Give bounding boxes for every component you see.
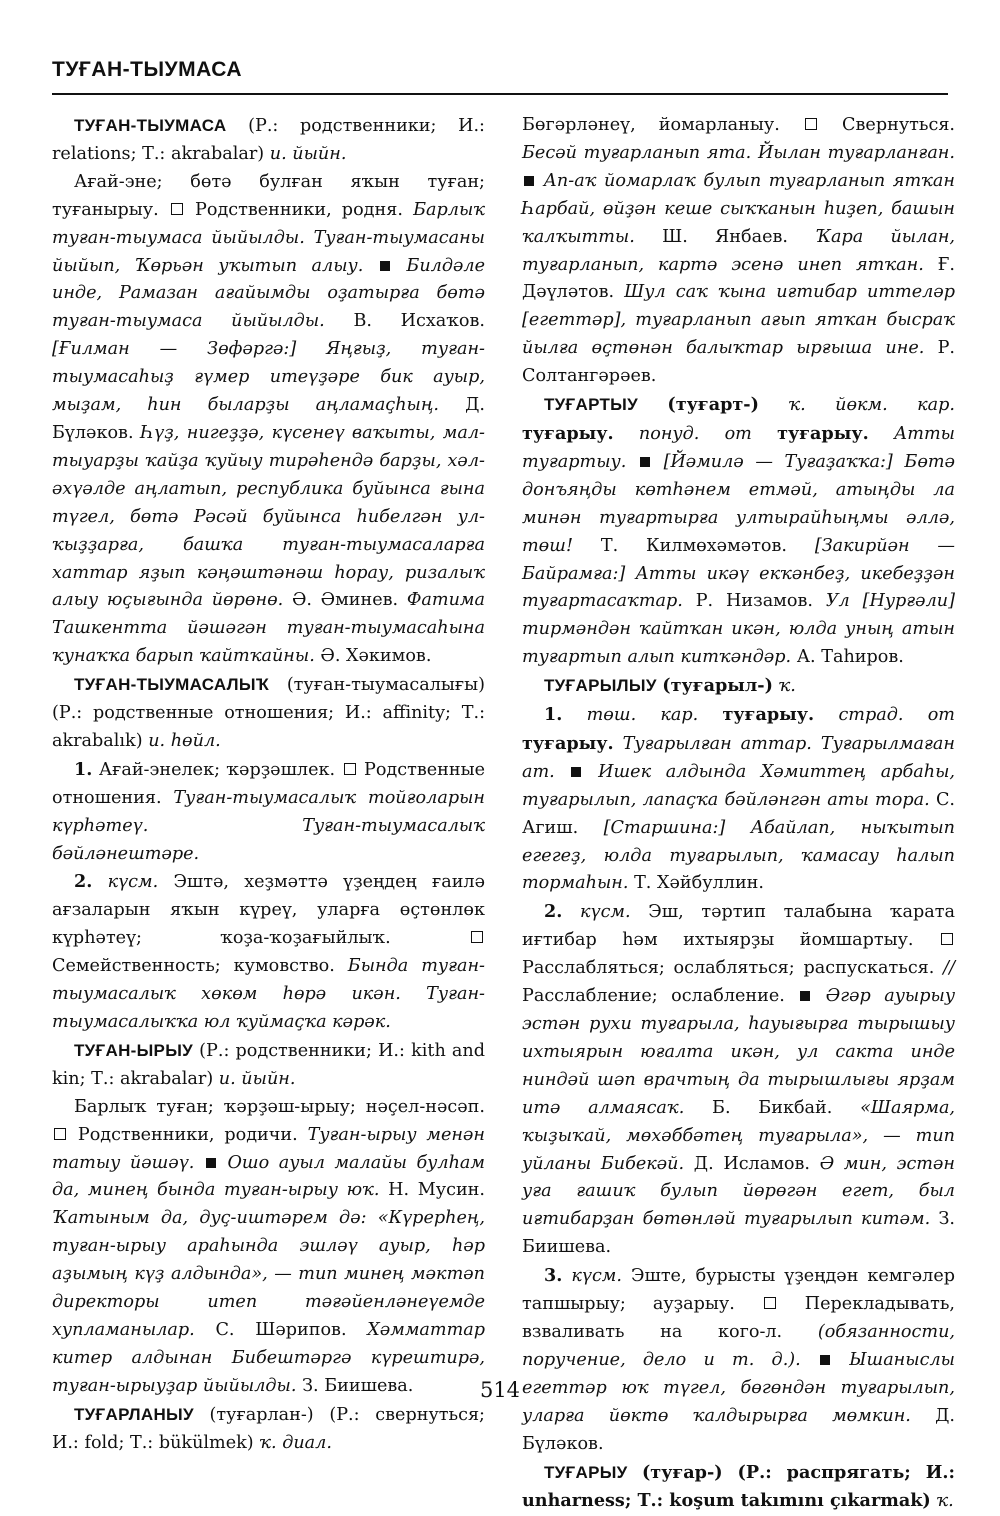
citation-source: В. Исхаҡов. [353,311,485,331]
example: [Йәмилә — Туғаҙаҡҡа:] Бөтә донъяңды көтһәнем етмәй, атыңды ла минән туғартырға ултырайһыңмы әллә, төш! [522,452,955,556]
example: Ҡатыным да, дуҫ-иштәрем дә: «Күрерһең, туған-ырыу араһында эшләү ауыр, һәр аҙымың күҙ алдында», — тип минең мәктәп директоры итеп тәғәйенләнеүемде хупламанылар. [52,1208,485,1340]
definition: Эштә, хеҙмәттә үҙеңдең ғаилә ағзаларын яҡын күреү, уларға өҫтөнлөк күрһәтеү; ҡоҙа-ҡоҙағыйлыҡ. [52,872,485,948]
grammar-note: (туған-тыумасалығы) (Р.: родственные отношения; И.: affinity; Т.: akrabalık) [52,675,485,751]
sense-3 [522,1262,955,1458]
definition: Барлыҡ туған; ҡәрҙәш-ырыу; нәҫел-нәсәп. [74,1097,485,1117]
citation-source: Ш. Янбаев. [662,227,788,247]
citation-source: Т. Хәйбуллин. [634,873,764,893]
example: Ошо ауыл малайы булһам да, минең бында туған-ырыу юҡ. [52,1153,485,1201]
citation-source: С. Шәрипов. [215,1320,346,1340]
usage-label: күсм. [108,872,159,892]
example: Атты туғартыу. [522,424,955,472]
russian-note: (обязанности, поручение, дело и т. д.). [522,1322,955,1370]
example: Барлыҡ туған-тыумаса йыйылды. Туған-тыумасаны йыйып, Ҡөрьән уҡытып алыу. [52,200,485,276]
entry-tugartyu [522,391,955,672]
grammar-note: (туғарт-) [667,394,759,415]
citation-source: Р. Солтангәрәев. [522,338,955,386]
citation-source: Д. Бүләков. [52,395,485,443]
example: Хәмматтар китер алдынан Бибештәргә күрештирә, туған-ырыуҙар йыйылды. [52,1320,485,1396]
sense-number: 2. [74,871,92,892]
right-column [522,112,955,1516]
black-square-icon [380,261,390,271]
black-square-icon [524,176,534,186]
citation-source: Ә. Әминев. [292,590,398,610]
usage-label: понуд. от [639,424,752,444]
sense-number: 3. [544,1265,562,1286]
example: Һүҙ, нигеҙҙә, күсенеү ваҡыты, мал-тыуарҙы ҡайҙа ҡуйыу тирәһендә барҙы, хәл-әхүәлде аңлатып, республика буйынса ғына түгел, бөтә Рәсәй буйынса һибелгән ул-ҡыҙҙарға, башҡа туған-тыумасаларға хаттар яҙып кәңәштәнәш һорау, ризалыҡ алыу юҫығында йөрөнө. [52,423,485,610]
white-square-icon [54,1128,66,1140]
headword: ТУҒАРТЫУ [544,395,638,414]
pos-label: ҡ. [779,676,796,696]
citation-source: Д. Бүләков. [522,1406,955,1454]
entry-tugan-tyumasa [52,112,485,169]
page-number: 514 [0,1378,1000,1402]
white-square-icon [344,763,356,775]
cross-reference: туғарыу. [522,733,614,754]
sense-number: 2. [544,901,562,922]
citation-source: Ғ. Дәүләтов. [522,255,955,303]
sense-number: 1. [544,704,562,725]
citation-source: Б. Бикбай. [712,1098,832,1118]
white-square-icon [171,203,183,215]
entry-body [52,1094,485,1401]
example: Бында туған-тыумасалыҡ хөкөм һөрә икән. Туған-тыумасалыҡҡа юл ҡуймаҫҡа кәрәк. [52,956,485,1032]
example: Шул саҡ ҡына иғтибар иттеләр [егеттәр], туғарланып ағып ятҡан бысраҡ йылға өҫтөнән балыҡтар ырғыша ине. [522,282,955,358]
entry-body [522,112,955,391]
example: Туған-ырыу менән татыу йәшәү. [52,1125,485,1173]
example: Туған-тыумасалыҡ тойғоларын күрһәтеү. Туған-тыумасалыҡ бәйләнештәре. [52,788,485,864]
white-square-icon [805,118,817,130]
usage-label: страд. от [838,705,955,725]
entry-tugan-tyumasalyk [52,671,485,756]
pos-label: ҡ. йөкм. кар. [788,395,955,415]
example: Билдәле инде, Рамазан ағайымды оҙатырға бөтә туған-тыумаса йыйылды. [52,256,485,332]
russian-equivalent: Расслабляться; ослабляться; распускаться. [522,958,934,978]
sense-1 [522,701,955,898]
cross-reference: туғарыу. [777,423,869,444]
citation-source: Т. Килмөхәмәтов. [601,536,787,556]
russian-equivalent: Родственные отношения. [52,760,485,808]
definition: Ағай-энелек; ҡәрҙәшлек. [99,760,335,780]
example: Ҡара йылан, туғарланып, картә эсенә инеп ятҡан. [522,227,955,275]
definition: Эште, бурысты үҙеңдән кемгәлер тапшырыу; ауҙарыу. [522,1266,955,1314]
russian-equivalent: Семейственность; кумовство. [52,956,335,976]
entry-tugarlanyu [52,1401,485,1458]
usage-label: күсм. [580,902,631,922]
russian-equivalent: Перекладывать, взваливать на кого-л. [522,1294,955,1342]
cross-reference: туғарыу. [522,423,614,444]
headword: ТУҒАРЫЛЫУ [544,676,657,695]
grammar-note: (туғарлан-) (Р.: свернуться; И.: fold; Т.: bükülmek) [52,1405,485,1453]
entry-body [52,169,485,671]
black-square-icon [571,767,581,777]
citation-source: Р. Низамов. [696,591,813,611]
usage-label: төш. кар. [587,705,699,725]
pos-label: ҡ. диал. [259,1433,332,1453]
example: Фатима Ташкентта йәшәгән туған-тыумасаһына ҡунаҡҡа барып ҡайтҡайны. [52,590,485,666]
entry-tugaryu [522,1459,955,1516]
header-rule [52,93,948,95]
citation-source: С. Агиш. [522,790,955,838]
definition: Ағай-эне; бөтә булған яҡын туған; туғанырыу. [52,172,485,220]
headword: ТУҒАН-ТЫУМАСА [74,116,226,135]
citation-source: Д. Исламов. [694,1154,810,1174]
definition: Бөгәрләнеү, йомарланыу. [522,115,780,135]
cross-reference: туғарыу. [723,704,815,725]
citation-source: Н. Мусин. [388,1180,485,1200]
example: Әгәр ауырыу эстән рухи туғарыла, һауығырға тырышыу ихтыярын юғалта икән, ул сакта инде ниндәй шәп врачтың да тырышлығы ярҙам итә алмаясаҡ. [522,986,955,1118]
headword: ТУҒАРЫУ [544,1463,628,1482]
example: Ап-аҡ йомарлаҡ булып туғарланып ятҡан Һарбай, өйҙән кеше сыҡҡанын һиҙеп, башын ҡалҡытты. [522,171,955,247]
pos-label: ҡ. [936,1491,953,1511]
white-square-icon [471,931,483,943]
entry-tugarylyu [522,672,955,701]
citation-source: З. Биишева. [302,1376,413,1396]
pos-label: и. йыйн. [270,144,347,164]
example: [Ғилман — Зөфәргә:] Яңғыҙ, туған-тыумасаһыҙ ғүмер итеүҙәре бик ауыр, мыҙам, һин быларҙы аңламаҫһың. [52,339,485,415]
russian-equivalent: Свернуться. [842,115,955,135]
example: [Закирйән — Байрамға:] Атты икәү екҡәнбеҙ, икебеҙҙән туғартасаҡтар. [522,536,955,612]
example: Ишек алдында Хәмиттең арбаһы, туғарылып, лапаҫҡа бәйләнгән аты тора. [522,762,955,810]
example: Ул [Нурғәли] тирмәндән ҡайтҡан икән, юлда уның атын туғартып алып китҡәндәр. [522,591,955,667]
example: [Старшина:] Абайлап, ныҡытып егегеҙ, юлда туғарылып, ҡамасау һалып тормаһын. [522,818,955,894]
usage-label: күсм. [571,1266,622,1286]
example: Бесәй туғарланып ята. Йылан туғарланған. [522,143,955,163]
left-column [52,112,485,1458]
example: Ышаныслы егеттәр юҡ түгел, бөгөндән туғарылып, уларға йөктө ҡалдырырға мөмкин. [522,1350,955,1426]
separator: // [943,958,955,978]
grammar-note: (туғар-) (Р.: распрягать; И.: unharness; Т.: koşum takımını çıkarmak) [522,1462,955,1512]
black-square-icon [640,457,650,467]
sense-1 [52,756,485,869]
white-square-icon [764,1297,776,1309]
headword: ТУҒАРЛАНЫУ [74,1405,194,1424]
russian-equivalent: Родственники, родичи. [78,1125,298,1145]
white-square-icon [941,933,953,945]
pos-label: и. йыйн. [219,1069,296,1089]
black-square-icon [820,1355,830,1365]
grammar-note: (туғарыл-) [662,675,773,696]
russian-equivalent: Расслабление; ослабление. [522,986,785,1006]
running-head: ТУҒАН-ТЫУМАСА [52,58,242,82]
grammar-note: (Р.: родственники; И.: relations; Т.: akrabalar) [52,116,485,164]
headword: ТУҒАН-ТЫУМАСАЛЫҠ [74,675,269,694]
citation-source: З. Биишева. [522,1209,955,1257]
russian-equivalent: Родственники, родня. [195,200,403,220]
grammar-note: (Р.: родственники; И.: kith and kin; Т.: akrabalar) [52,1041,485,1089]
sense-2 [522,898,955,1262]
black-square-icon [800,991,810,1001]
sense-number: 1. [74,759,92,780]
example: Ә мин, эстән уға ғашиҡ булып йөрөгән егет, был иғтибарҙан бөтөнләй туғарылып китәм. [522,1154,955,1230]
definition: Эш, тәртип талабына ҡарата иғтибар һәм ихтыярҙы йомшартыу. [522,902,955,950]
pos-label: и. һөйл. [148,731,221,751]
entry-tugan-yryu [52,1037,485,1094]
example: Туғарылған аттар. Туғарылмаған ат. [522,734,955,782]
headword: ТУҒАН-ЫРЫУ [74,1041,193,1060]
sense-2 [52,868,485,1036]
citation-source: А. Таһиров. [797,647,904,667]
black-square-icon [206,1158,216,1168]
example: «Шаярма, ҡыҙыҡай, мөхәббәтең туғарыла», — тип уйланы Бибекәй. [522,1098,955,1174]
citation-source: Ә. Хәкимов. [320,646,431,666]
